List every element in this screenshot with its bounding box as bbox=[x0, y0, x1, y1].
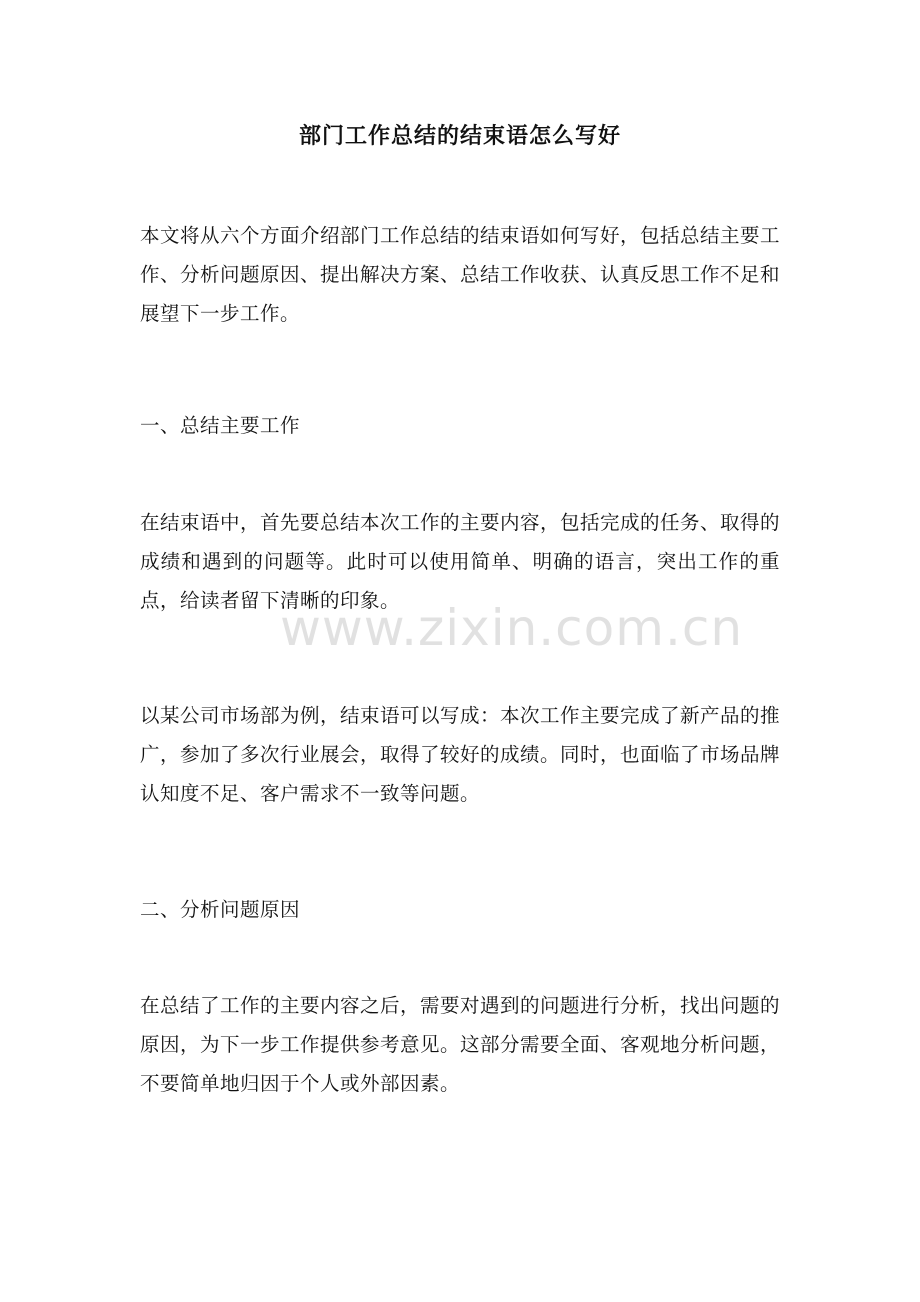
watermark: www.zixin.com.cn bbox=[280, 599, 744, 657]
section-2-paragraph-1: 在总结了工作的主要内容之后，需要对遇到的问题进行分析，找出问题的原因，为下一步工作提供参考意见。这部分需要全面、客观地分析问题，不要简单地归因于个人或外部因素。 bbox=[140, 994, 781, 1095]
document-title: 部门工作总结的结束语怎么写好 bbox=[298, 123, 621, 149]
section-1-paragraph-2: 以某公司市场部为例，结束语可以写成：本次工作主要完成了新产品的推广，参加了多次行业展会，取得了较好的成绩。同时，也面临了市场品牌认知度不足、客户需求不一致等问题。 bbox=[140, 704, 781, 805]
section-heading-2: 二、分析问题原因 bbox=[140, 898, 301, 921]
section-heading-1: 一、总结主要工作 bbox=[140, 414, 301, 437]
section-1-paragraph-1: 在结束语中，首先要总结本次工作的主要内容，包括完成的任务、取得的成绩和遇到的问题等。此时可以使用简单、明确的语言，突出工作的重点，给读者留下清晰的印象。 bbox=[140, 511, 781, 612]
intro-paragraph: 本文将从六个方面介绍部门工作总结的结束语如何写好，包括总结主要工作、分析问题原因、提出解决方案、总结工作收获、认真反思工作不足和展望下一步工作。 bbox=[140, 224, 781, 325]
